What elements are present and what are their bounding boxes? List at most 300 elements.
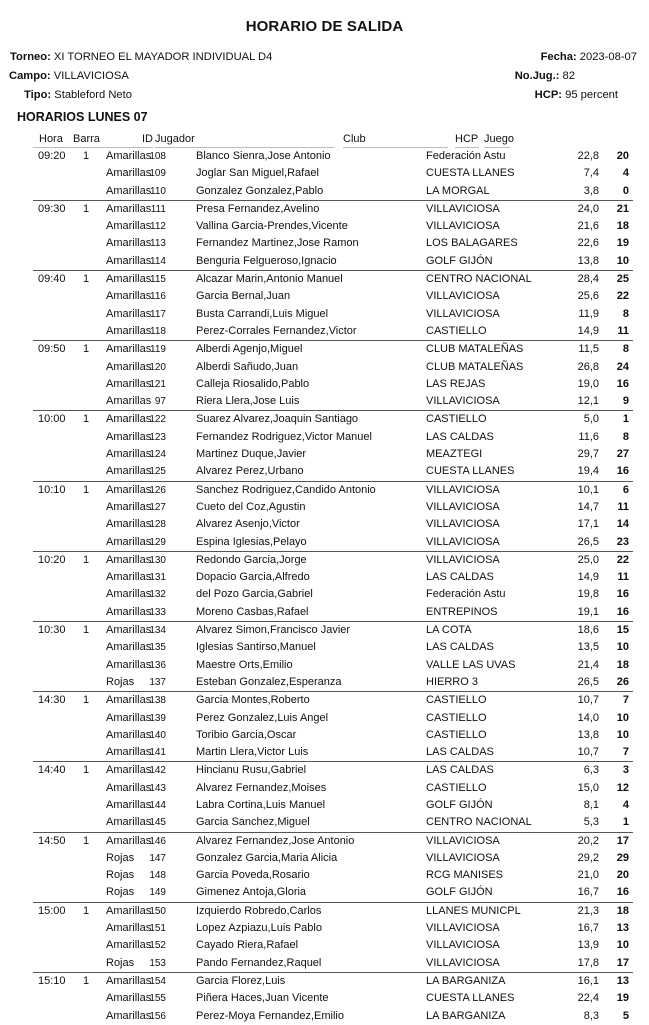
juego-cell: 11: [617, 571, 629, 584]
club-cell: CUESTA LLANES: [426, 992, 515, 1005]
hora-cell: 10:30: [38, 624, 66, 637]
hcp-cell: 25,6: [577, 290, 599, 303]
id-cell: 118: [150, 325, 166, 337]
hora-cell: 09:50: [38, 343, 66, 356]
player-name-cell: Perez Gonzalez,Luis Angel: [196, 711, 329, 724]
hcp-cell: 18,6: [577, 624, 599, 637]
club-cell: CASTIELLO: [426, 413, 487, 426]
tee-cell: Amarillas: [106, 254, 152, 267]
hcp-cell: 11,6: [578, 430, 599, 443]
club-cell: VILLAVICIOSA: [426, 553, 500, 566]
tee-cell: Amarillas: [106, 711, 152, 724]
tee-time-group: [33, 201, 633, 271]
club-cell: CASTIELLO: [426, 728, 487, 741]
id-cell: 154: [149, 975, 166, 987]
table-row: [33, 727, 633, 744]
barra-cell: 1: [83, 904, 90, 917]
hcp-cell: 8,3: [583, 1009, 599, 1022]
player-name-cell: Espina Iglesias,Pelayo: [196, 535, 307, 548]
table-row: [33, 622, 633, 639]
id-cell: 147: [149, 852, 166, 864]
barra-cell: 1: [83, 273, 90, 286]
hora-cell: 14:30: [38, 694, 66, 707]
id-cell: 135: [149, 642, 166, 654]
player-name-cell: Redondo Garcia,Jorge: [196, 553, 307, 566]
tee-cell: Rojas: [106, 869, 135, 882]
table-row: [33, 884, 633, 901]
juego-cell: 29: [616, 851, 629, 864]
hcp-cell: 11,9: [578, 307, 599, 320]
juego-cell: 25: [616, 273, 629, 286]
id-cell: 144: [149, 799, 166, 811]
barra-cell: 1: [83, 150, 90, 162]
player-name-cell: Busta Carrandi,Luis Miguel: [196, 307, 329, 320]
table-row: [33, 920, 633, 937]
table-row: [33, 183, 633, 200]
juego-cell: 27: [616, 448, 629, 461]
tee-cell: Amarillas: [106, 150, 152, 162]
juego-cell: 7: [622, 746, 629, 759]
hora-cell: 14:40: [38, 764, 66, 777]
hcp-cell: 16,1: [577, 974, 599, 987]
table-row: [33, 990, 633, 1007]
id-cell: 152: [149, 940, 166, 952]
meta-torneo: [10, 51, 272, 63]
table-row: [33, 201, 633, 218]
player-name-cell: Alvarez Perez,Urbano: [196, 465, 304, 478]
table-row: [33, 552, 633, 569]
tee-time-group: [33, 148, 633, 201]
juego-cell: 1: [622, 816, 629, 829]
player-name-cell: Alcazar Marin,Antonio Manuel: [196, 273, 343, 286]
meta-hcp: [535, 89, 618, 101]
table-row: [33, 482, 633, 499]
table-row: [33, 235, 633, 252]
table-row: [33, 463, 633, 480]
table-row: [33, 833, 633, 850]
juego-cell: 10: [616, 939, 629, 952]
tee-cell: Rojas: [106, 851, 135, 864]
hcp-cell: 14,9: [577, 324, 599, 337]
hora-cell: 15:00: [38, 904, 66, 917]
tee-time-group: [33, 482, 633, 552]
id-cell: 141: [149, 747, 166, 759]
juego-cell: 10: [616, 254, 629, 267]
col-club: Club: [343, 133, 448, 148]
tee-time-group: [33, 622, 633, 692]
juego-cell: 10: [616, 711, 629, 724]
club-cell: LA BARGANIZA: [426, 1009, 506, 1022]
id-cell: 111: [150, 203, 166, 215]
id-cell: 132: [149, 589, 166, 601]
tee-cell: Amarillas: [106, 290, 152, 303]
tee-cell: Amarillas: [106, 430, 152, 443]
id-cell: 127: [149, 501, 166, 513]
tee-cell: Amarillas: [106, 413, 152, 426]
club-cell: VILLAVICIOSA: [426, 851, 500, 864]
player-name-cell: Garcia Sanchez,Miguel: [196, 816, 310, 829]
barra-cell: 1: [83, 834, 90, 847]
juego-cell: 18: [616, 904, 629, 917]
juego-cell: 23: [616, 535, 629, 548]
table-header: [0, 133, 649, 149]
juego-cell: 11: [617, 324, 629, 337]
table-row: [33, 569, 633, 586]
barra-cell: 1: [83, 764, 90, 777]
table-row: [33, 973, 633, 990]
id-cell: 131: [149, 572, 166, 584]
table-row: [33, 288, 633, 305]
tee-cell: Amarillas: [106, 939, 152, 952]
juego-cell: 8: [622, 307, 629, 320]
col-juego: Juego: [484, 133, 510, 148]
id-cell: 108: [149, 151, 166, 162]
col-jugador: Jugador: [155, 133, 334, 148]
club-cell: LA MORGAL: [426, 184, 490, 197]
tee-cell: Amarillas: [106, 184, 152, 197]
club-cell: VILLAVICIOSA: [426, 834, 500, 847]
id-cell: 153: [149, 957, 166, 969]
table-row: [33, 306, 633, 323]
id-cell: 119: [150, 344, 166, 356]
club-cell: CLUB MATALEÑAS: [426, 343, 524, 356]
juego-cell: 24: [616, 360, 629, 373]
player-name-cell: Iglesias Santirso,Manuel: [196, 641, 316, 654]
juego-cell: 10: [616, 728, 629, 741]
club-cell: LAS CALDAS: [426, 430, 494, 443]
tee-time-group: [33, 341, 633, 411]
hcp-cell: 10,7: [577, 746, 599, 759]
club-cell: GOLF GIJÓN: [426, 798, 493, 811]
tipo-label: Tipo:: [24, 89, 52, 101]
torneo-value: XI TORNEO EL MAYADOR INDIVIDUAL D4: [53, 51, 273, 63]
club-cell: CASTIELLO: [426, 711, 487, 724]
hcp-cell: 11,5: [578, 343, 599, 356]
barra-cell: 1: [83, 694, 90, 707]
tee-cell: Amarillas: [106, 360, 152, 373]
table-row: [33, 516, 633, 533]
id-cell: 126: [149, 484, 166, 496]
club-cell: CUESTA LLANES: [426, 167, 515, 180]
hcp-cell: 13,9: [577, 939, 599, 952]
hcp-cell: 21,6: [577, 220, 599, 233]
club-cell: VILLAVICIOSA: [426, 500, 500, 513]
meta-tipo: [24, 89, 132, 101]
tee-cell: Amarillas: [106, 728, 152, 741]
juego-cell: 16: [616, 465, 629, 478]
tee-cell: Amarillas: [106, 343, 152, 356]
id-cell: 117: [150, 308, 166, 320]
juego-cell: 13: [616, 922, 629, 935]
player-name-cell: Vallina Garcia-Prendes,Vicente: [196, 220, 348, 233]
club-cell: VILLAVICIOSA: [426, 290, 500, 303]
juego-cell: 4: [622, 167, 629, 180]
player-name-cell: Alvarez Fernandez,Jose Antonio: [196, 834, 355, 847]
player-name-cell: Gonzalez Garcia,Maria Alicia: [196, 851, 338, 864]
player-name-cell: Izquierdo Robredo,Carlos: [196, 904, 322, 917]
club-cell: LAS CALDAS: [426, 764, 494, 777]
col-barra: Barra: [60, 133, 149, 148]
juego-cell: 1: [622, 413, 629, 426]
hcp-cell: 19,4: [577, 465, 599, 478]
table-row: [33, 534, 633, 551]
tee-cell: Amarillas: [106, 465, 152, 478]
tee-cell: Amarillas: [106, 694, 152, 707]
table-row: [33, 499, 633, 516]
player-name-cell: Garcia Poveda,Rosario: [196, 869, 310, 882]
id-cell: 150: [149, 905, 166, 917]
id-cell: 121: [149, 378, 166, 390]
hcp-cell: 15,0: [577, 781, 599, 794]
table-row: [33, 165, 633, 182]
juego-cell: 18: [616, 220, 629, 233]
barra-cell: 1: [83, 483, 90, 496]
id-cell: 133: [149, 606, 166, 618]
hcp-value: 95 percent: [565, 89, 618, 101]
id-cell: 149: [149, 887, 166, 899]
tee-cell: Amarillas: [106, 781, 152, 794]
club-cell: VILLAVICIOSA: [426, 956, 500, 969]
player-name-cell: Martin Llera,Victor Luis: [196, 746, 309, 759]
juego-cell: 19: [616, 992, 629, 1005]
juego-cell: 14: [616, 518, 629, 531]
tee-time-group: [33, 973, 633, 1025]
table-row: [33, 359, 633, 376]
id-cell: 115: [150, 274, 166, 286]
club-cell: LAS CALDAS: [426, 641, 494, 654]
id-cell: 122: [149, 414, 166, 426]
tee-cell: Amarillas: [106, 483, 152, 496]
tee-cell: Amarillas: [106, 535, 152, 548]
juego-cell: 16: [616, 588, 629, 601]
tee-time-group: [33, 903, 633, 973]
hcp-cell: 22,4: [577, 992, 599, 1005]
hora-cell: 09:40: [38, 273, 66, 286]
hcp-cell: 28,4: [577, 273, 599, 286]
id-cell: 145: [149, 817, 166, 829]
hcp-cell: 17,1: [577, 518, 599, 531]
hcp-cell: 10,7: [577, 694, 599, 707]
player-name-cell: Lopez Azpiazu,Luis Pablo: [196, 922, 322, 935]
tee-cell: Amarillas: [106, 273, 152, 286]
player-name-cell: Sanchez Rodriguez,Candido Antonio: [196, 483, 376, 496]
tee-cell: Amarillas: [106, 448, 152, 461]
player-name-cell: Alvarez Asenjo,Victor: [196, 518, 300, 531]
player-name-cell: Hincianu Rusu,Gabriel: [196, 764, 307, 777]
juego-cell: 16: [616, 605, 629, 618]
table-row: [33, 446, 633, 463]
hcp-cell: 14,7: [577, 500, 599, 513]
player-name-cell: Calleja Riosalido,Pablo: [196, 377, 310, 390]
tee-cell: Amarillas: [106, 1009, 152, 1022]
table-row: [33, 955, 633, 972]
juego-cell: 3: [622, 764, 629, 777]
hcp-cell: 5,0: [583, 413, 599, 426]
hcp-cell: 29,2: [577, 851, 599, 864]
id-cell: 138: [149, 695, 166, 707]
juego-cell: 5: [622, 1009, 629, 1022]
tee-cell: Rojas: [106, 886, 135, 899]
club-cell: VILLAVICIOSA: [426, 307, 500, 320]
club-cell: CASTIELLO: [426, 324, 487, 337]
hcp-cell: 26,5: [577, 675, 599, 688]
hcp-cell: 24,0: [577, 202, 599, 215]
player-name-cell: Garcia Bernal,Juan: [196, 290, 291, 303]
juego-cell: 17: [616, 956, 629, 969]
club-cell: MEAZTEGI: [426, 448, 483, 461]
hora-cell: 10:00: [38, 413, 66, 426]
club-cell: LAS REJAS: [426, 377, 486, 390]
id-cell: 137: [149, 676, 166, 688]
id-cell: 124: [149, 449, 166, 461]
table-row: [33, 744, 633, 761]
juego-cell: 10: [616, 641, 629, 654]
club-cell: LA COTA: [426, 624, 472, 637]
tee-cell: Amarillas: [106, 588, 152, 601]
table-row: [33, 411, 633, 428]
club-cell: CASTIELLO: [426, 694, 487, 707]
hcp-cell: 14,0: [577, 711, 599, 724]
table-row: [33, 586, 633, 603]
club-cell: CLUB MATALEÑAS: [426, 360, 524, 373]
tee-cell: Amarillas: [106, 395, 152, 408]
id-cell: 136: [149, 659, 166, 671]
id-cell: 143: [149, 782, 166, 794]
player-name-cell: Gonzalez Gonzalez,Pablo: [196, 184, 324, 197]
id-cell: 134: [149, 625, 166, 637]
id-cell: 148: [149, 870, 166, 882]
table-row: [33, 657, 633, 674]
id-cell: 139: [149, 712, 166, 724]
player-name-cell: Perez-Corrales Fernandez,Victor: [196, 324, 357, 337]
hcp-cell: 17,8: [577, 956, 599, 969]
club-cell: ENTREPINOS: [426, 605, 498, 618]
meta-fecha: [541, 51, 637, 63]
tee-cell: Amarillas: [106, 553, 152, 566]
tee-time-group: [33, 692, 633, 762]
id-cell: 112: [150, 221, 166, 233]
juego-cell: 20: [616, 150, 629, 162]
campo-label: Campo:: [9, 70, 51, 82]
club-cell: LA BARGANIZA: [426, 974, 506, 987]
club-cell: CENTRO NACIONAL: [426, 816, 532, 829]
club-cell: VILLAVICIOSA: [426, 939, 500, 952]
table-row: [33, 797, 633, 814]
player-name-cell: Moreno Casbas,Rafael: [196, 605, 309, 618]
hora-cell: 10:10: [38, 483, 66, 496]
juego-cell: 18: [616, 658, 629, 671]
id-cell: 155: [149, 993, 166, 1005]
player-name-cell: Toribio Garcia,Oscar: [196, 728, 297, 741]
player-name-cell: Cayado Riera,Rafael: [196, 939, 299, 952]
juego-cell: 13: [616, 974, 629, 987]
club-cell: LOS BALAGARES: [426, 237, 518, 250]
player-name-cell: Esteban Gonzalez,Esperanza: [196, 675, 342, 688]
juego-cell: 7: [622, 694, 629, 707]
tee-times-table: [33, 148, 633, 1025]
id-cell: 109: [149, 168, 166, 180]
club-cell: RCG MANISES: [426, 869, 504, 882]
section-title: HORARIOS LUNES 07: [17, 110, 148, 124]
club-cell: VILLAVICIOSA: [426, 202, 500, 215]
id-cell: 120: [149, 361, 166, 373]
table-row: [33, 148, 633, 165]
table-row: [33, 867, 633, 884]
table-row: [33, 710, 633, 727]
player-name-cell: Labra Cortina,Luis Manuel: [196, 798, 326, 811]
table-row: [33, 376, 633, 393]
hcp-cell: 21,0: [577, 869, 599, 882]
hcp-cell: 16,7: [577, 886, 599, 899]
juego-cell: 9: [622, 395, 629, 408]
table-row: [33, 253, 633, 270]
fecha-label: Fecha:: [540, 51, 577, 63]
hcp-cell: 19,1: [577, 605, 599, 618]
club-cell: CUESTA LLANES: [426, 465, 515, 478]
tee-cell: Amarillas: [106, 816, 152, 829]
player-name-cell: Benguria Felgueroso,Ignacio: [196, 254, 337, 267]
player-name-cell: Fernandez Martinez,Jose Ramon: [196, 237, 359, 250]
juego-cell: 12: [616, 781, 629, 794]
tee-cell: Amarillas: [106, 500, 152, 513]
id-cell: 142: [149, 765, 166, 777]
table-row: [33, 604, 633, 621]
id-cell: 114: [150, 255, 166, 267]
barra-cell: 1: [83, 624, 90, 637]
juego-cell: 21: [616, 202, 629, 215]
table-row: [33, 271, 633, 288]
club-cell: VILLAVICIOSA: [426, 535, 500, 548]
tee-cell: Amarillas: [106, 764, 152, 777]
tee-cell: Amarillas: [106, 974, 152, 987]
table-row: [33, 762, 633, 779]
tee-cell: Amarillas: [106, 167, 152, 180]
club-cell: Federación Astu: [426, 588, 506, 601]
player-name-cell: Presa Fernandez,Avelino: [196, 202, 320, 215]
tee-cell: Amarillas: [106, 922, 152, 935]
id-cell: 125: [149, 466, 166, 478]
hcp-cell: 21,4: [577, 658, 599, 671]
tee-cell: Amarillas: [106, 641, 152, 654]
tipo-value: Stableford Neto: [54, 89, 132, 101]
player-name-cell: Dopacio Garcia,Alfredo: [196, 571, 310, 584]
player-name-cell: Garcia Montes,Roberto: [196, 694, 310, 707]
juego-cell: 16: [616, 886, 629, 899]
club-cell: VILLAVICIOSA: [426, 220, 500, 233]
hcp-label: HCP:: [534, 89, 563, 101]
nojug-label: No.Jug.:: [514, 70, 560, 82]
table-row: [33, 323, 633, 340]
table-row: [33, 429, 633, 446]
club-cell: LAS CALDAS: [426, 571, 494, 584]
col-id: ID: [142, 133, 153, 148]
fecha-value: 2023-08-07: [579, 51, 637, 63]
tee-cell: Amarillas: [106, 658, 152, 671]
player-name-cell: Gimenez Antoja,Gloria: [196, 886, 307, 899]
hcp-cell: 13,8: [577, 728, 599, 741]
hcp-cell: 12,1: [577, 395, 599, 408]
barra-cell: 1: [83, 413, 90, 426]
player-name-cell: Perez-Moya Fernandez,Emilio: [196, 1009, 344, 1022]
player-name-cell: Alvarez Simon,Francisco Javier: [196, 624, 351, 637]
tee-time-group: [33, 833, 633, 903]
hora-cell: 10:20: [38, 553, 66, 566]
table-row: [33, 218, 633, 235]
tee-cell: Amarillas: [106, 571, 152, 584]
player-name-cell: Joglar San Miguel,Rafael: [196, 167, 319, 180]
tee-time-group: [33, 552, 633, 622]
player-name-cell: Maestre Orts,Emilio: [196, 658, 293, 671]
